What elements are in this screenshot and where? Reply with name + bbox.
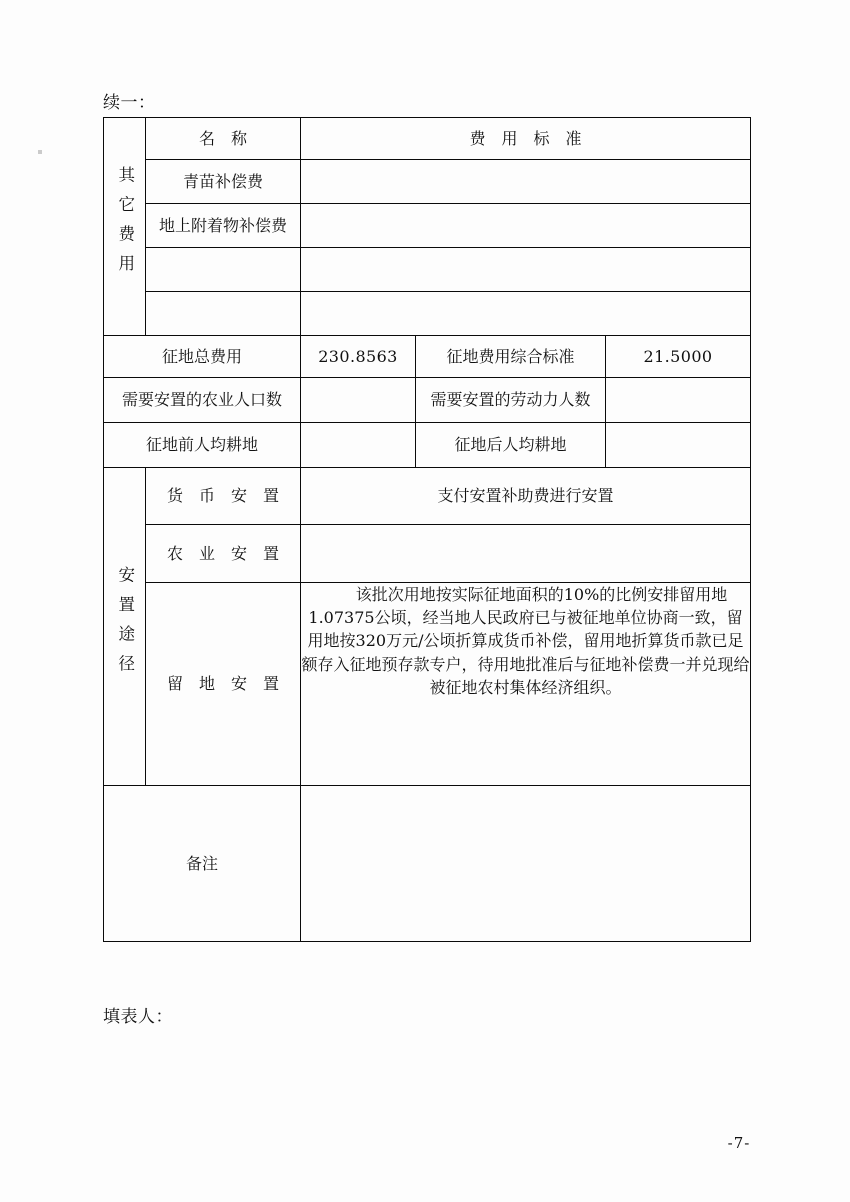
fee-name-qingmiao: 青苗补偿费 bbox=[146, 160, 301, 204]
label-total-cost: 征地总费用 bbox=[104, 336, 301, 378]
resettlement-side-label-cell bbox=[104, 468, 146, 786]
fee-value-blank-1[interactable] bbox=[301, 248, 751, 292]
table-row-reserved-land-resettlement bbox=[104, 583, 751, 786]
table-row-fee-header bbox=[104, 118, 751, 160]
table-row-remarks bbox=[104, 786, 751, 942]
label-farmland-before: 征地前人均耕地 bbox=[104, 423, 301, 468]
land-acquisition-form-table bbox=[103, 117, 750, 942]
fee-value-blank-2[interactable] bbox=[301, 292, 751, 336]
page-number bbox=[0, 1134, 850, 1152]
table-row-monetary-resettlement bbox=[104, 468, 751, 525]
fee-name-blank-2[interactable] bbox=[146, 292, 301, 336]
value-agricultural-resettlement[interactable] bbox=[301, 525, 751, 583]
table-row-agri-population bbox=[104, 378, 751, 423]
value-comprehensive-standard[interactable]: 21.5000 bbox=[606, 336, 751, 378]
fee-value-dishang-fuzhuowu[interactable] bbox=[301, 204, 751, 248]
filler-label: 填表人： bbox=[103, 1007, 173, 1027]
table-row-total-cost bbox=[104, 336, 751, 378]
table-row-fee-item bbox=[104, 292, 751, 336]
label-remarks: 备注 bbox=[104, 786, 301, 942]
header-standard-cell: 费 用 标 准 bbox=[301, 118, 751, 160]
fee-name-dishang-fuzhuowu: 地上附着物补偿费 bbox=[146, 204, 301, 248]
other-fees-side-label-cell bbox=[104, 118, 146, 336]
label-agricultural-resettlement: 农 业 安 置 bbox=[146, 525, 301, 583]
label-comprehensive-standard: 征地费用综合标准 bbox=[416, 336, 606, 378]
table-row-farmland-per-capita bbox=[104, 423, 751, 468]
value-reserved-land-resettlement[interactable]: 该批次用地按实际征地面积的10%的比例安排留用地1.07375公顷，经当地人民政府已与被征地单位协商一致，留用地按320万元/公顷折算成货币补偿，留用地折算货币款已足额存入征地预存款专户，待用地批准后与征地补偿费一并兑现给被征地农村集体经济组织。 bbox=[301, 583, 751, 786]
label-reserved-land-resettlement: 留 地 安 置 bbox=[146, 583, 301, 786]
fee-value-qingmiao[interactable] bbox=[301, 160, 751, 204]
label-monetary-resettlement: 货 币 安 置 bbox=[146, 468, 301, 525]
value-agri-population[interactable] bbox=[301, 378, 416, 423]
label-farmland-after: 征地后人均耕地 bbox=[416, 423, 606, 468]
value-total-cost[interactable]: 230.8563 bbox=[301, 336, 416, 378]
table-row-fee-item bbox=[104, 204, 751, 248]
continuation-label: 续一： bbox=[103, 93, 156, 113]
other-fees-side-label: 其它费用 bbox=[115, 166, 135, 285]
page-number-text: -7- bbox=[727, 1134, 751, 1152]
value-labor-population[interactable] bbox=[606, 378, 751, 423]
label-agri-population: 需要安置的农业人口数 bbox=[104, 378, 301, 423]
scan-artifact-speck bbox=[38, 150, 42, 154]
table-row-agricultural-resettlement bbox=[104, 525, 751, 583]
value-farmland-before[interactable] bbox=[301, 423, 416, 468]
value-monetary-resettlement[interactable]: 支付安置补助费进行安置 bbox=[301, 468, 751, 525]
header-name-cell: 名 称 bbox=[146, 118, 301, 160]
table-row-fee-item bbox=[104, 160, 751, 204]
value-remarks[interactable] bbox=[301, 786, 751, 942]
table-row-fee-item bbox=[104, 248, 751, 292]
label-labor-population: 需要安置的劳动力人数 bbox=[416, 378, 606, 423]
resettlement-side-label: 安置途径 bbox=[115, 566, 135, 685]
fee-name-blank-1[interactable] bbox=[146, 248, 301, 292]
value-farmland-after[interactable] bbox=[606, 423, 751, 468]
